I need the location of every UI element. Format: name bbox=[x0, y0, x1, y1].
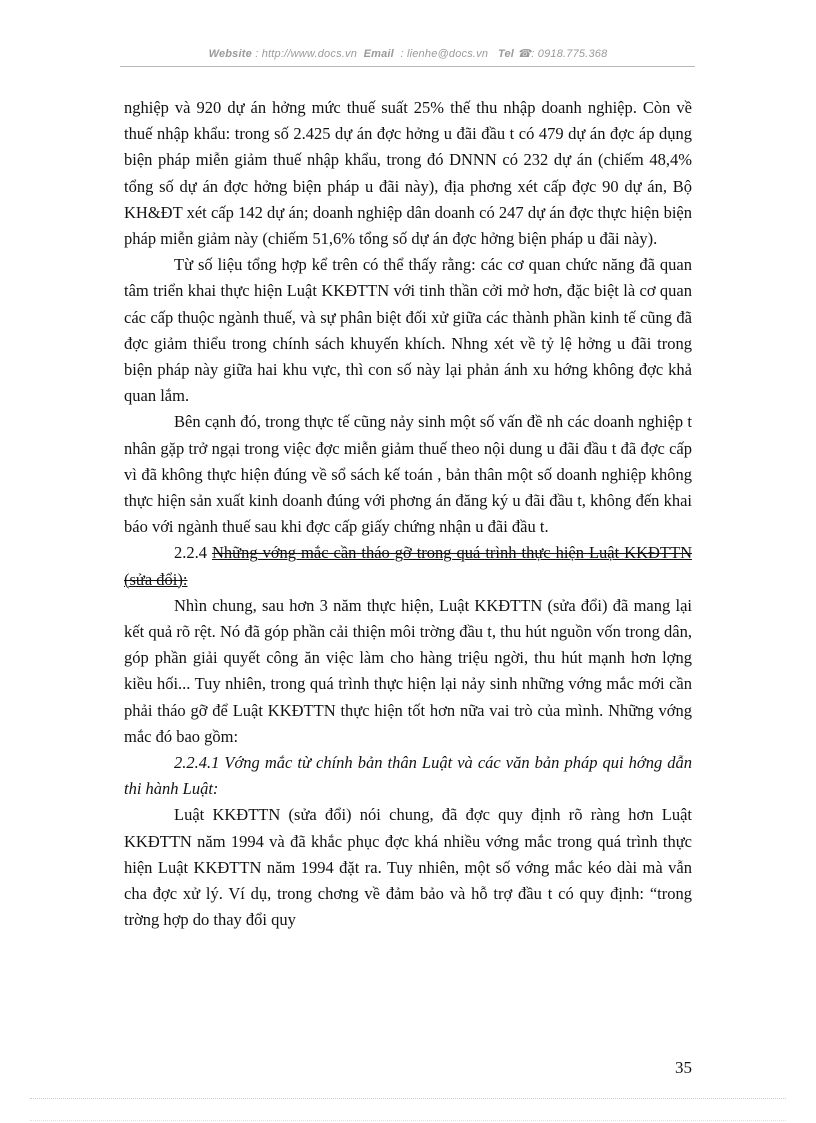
section-heading-2-2-4-1: 2.2.4.1 Vớng mắc từ chính bản thân Luật và các văn bản pháp qui hớng dẫn thi hành Luật: bbox=[124, 753, 692, 799]
email-label: Email bbox=[363, 48, 394, 60]
page-body bbox=[124, 95, 692, 934]
website-label: Website bbox=[208, 48, 252, 60]
footer-divider-bottom bbox=[30, 1120, 786, 1121]
paragraph-law-issues: Luật KKĐTTN (sửa đổi) nói chung, đã đợc quy định rõ ràng hơn Luật KKĐTTN năm 1994 và đã khắc phục đợc khá nhiều vớng mắc trong quá trình thực hiện Luật KKĐTTN năm 1994 đặt ra. Tuy nhiên, một số vớng mắc kéo dài mà vẫn cha đợc xử lý. Ví dụ, trong chơng về đảm bảo và hỗ trợ đầu t có quy định: “trong trờng hợp do thay đổi quy bbox=[124, 805, 692, 930]
website-value: : http://www.docs.vn bbox=[255, 48, 358, 60]
paragraph-statistics-summary: Từ số liệu tổng hợp kể trên có thể thấy rằng: các cơ quan chức năng đã quan tâm triển khai thực hiện Luật KKĐTTN với tinh thần cởi mở hơn, đặc biệt là cơ quan các cấp thuộc ngành thuế, và sự phân biệt đối xử giữa các thành phần kinh tế cũng đã đợc giảm thiểu trong chính sách khuyến khích. Nhng xét về tỷ lệ hởng u đãi trong biện pháp này giữa hai khu vực, thì con số này lại phản ánh xu hớng không đợc khả quan lắm. bbox=[124, 255, 692, 406]
header-divider bbox=[120, 66, 695, 67]
page-header bbox=[0, 47, 816, 60]
email-value: : lienhe@docs.vn bbox=[400, 48, 489, 60]
paragraph-issues: Bên cạnh đó, trong thực tế cũng nảy sinh một số vấn đề nh các doanh nghiệp t nhân gặp trở ngại trong việc đợc miễn giảm thuế theo nội dung u đãi đầu t đã đợc cấp vì đã không thực hiện đúng về sổ sách kế toán , bản thân một số doanh nghiệp không thực hiện sản xuất kinh doanh đúng với phơng án đăng ký u đãi đầu t, không đến khai báo với ngành thuế sau khi đợc cấp giấy chứng nhận u đãi đầu t. bbox=[124, 412, 692, 537]
paragraph-continued: nghiệp và 920 dự án hởng mức thuế suất 25% thế thu nhập doanh nghiệp. Còn về thuế nhập khẩu: trong số 2.425 dự án đợc hởng u đãi đầu t có 479 dự án đợc áp dụng biện pháp miễn giảm thuế nhập khẩu, trong đó DNNN có 232 dự án (chiếm 48,4% tổng số dự án đợc hởng biện pháp u đãi này), địa phơng xét cấp đợc 90 dự án, Bộ KH&ĐT xét cấp 142 dự án; doanh nghiệp dân doanh có 247 dự án đợc thực hiện biện pháp miễn giảm này (chiếm 51,6% tổng số dự án đợc hởng biện pháp u đãi này). bbox=[124, 98, 692, 249]
tel-label: Tel bbox=[497, 48, 515, 60]
paragraph-overview: Nhìn chung, sau hơn 3 năm thực hiện, Luật KKĐTTN (sửa đổi) đã mang lại kết quả rõ rệt. Nó đã góp phần cải thiện môi trờng đầu t, thu hút nguồn vốn trong dân, góp phần giải quyết công ăn việc làm cho hàng triệu ngời, thu hút mạnh hơn lợng kiều hối... Tuy nhiên, trong quá trình thực hiện lại nảy sinh những vớng mắc mới cần phải tháo gỡ để Luật KKĐTTN thực hiện tốt hơn nữa vai trò của mình. Những vớng mắc đó bao gồm: bbox=[124, 595, 692, 746]
phone-icon: ☎ bbox=[517, 48, 532, 60]
section-number: 2.2.4 bbox=[174, 543, 207, 563]
tel-value: : 0918.775.368 bbox=[531, 48, 608, 60]
section-title: Những vớng mắc cần tháo gỡ trong quá trình thực hiện Luật KKĐTTN (sửa đổi): bbox=[124, 543, 692, 589]
section-heading-2-2-4 bbox=[124, 540, 692, 592]
page-number: 35 bbox=[675, 1058, 692, 1077]
footer-divider bbox=[30, 1098, 786, 1099]
